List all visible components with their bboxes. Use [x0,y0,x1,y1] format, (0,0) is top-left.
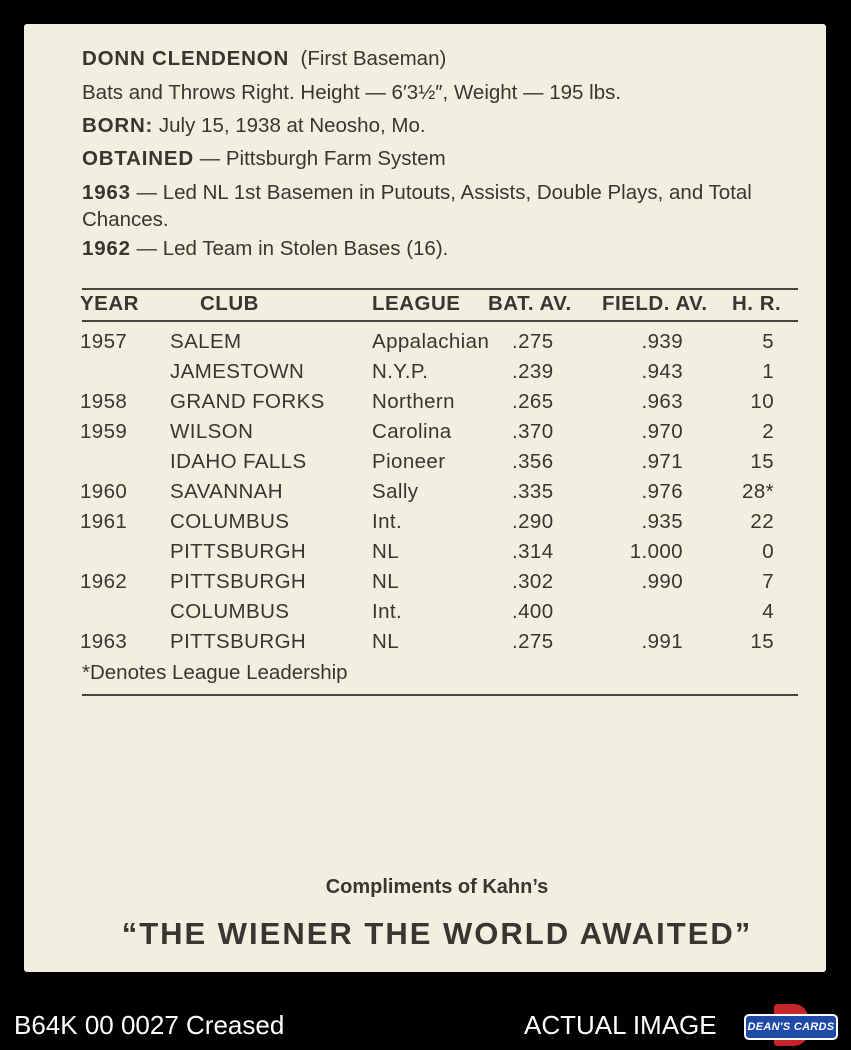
cell-hr: 15 [750,630,774,653]
header-league: LEAGUE [372,292,461,315]
cell-field: .990 [641,570,683,593]
born-label: BORN: [82,114,154,137]
cell-bat: .370 [512,420,554,443]
cell-field: .963 [641,390,683,413]
cell-league: Int. [372,600,403,623]
cell-club: COLUMBUS [170,600,290,623]
cell-field: .971 [641,450,683,473]
table-row [24,570,826,600]
deans-cards-logo [744,1004,838,1046]
cell-year: 1961 [80,510,128,533]
cell-bat: .400 [512,600,554,623]
bats-line: Bats and Throws Right. Height — 6′3½″, Weight — 195 lbs. [82,81,622,104]
header-field: FIELD. AV. [602,292,708,315]
cell-hr: 22 [750,510,774,533]
cell-club: SAVANNAH [170,480,283,503]
table-row [24,330,826,360]
note-1962 [82,236,448,263]
obtained-label: OBTAINED [82,147,194,170]
cell-club: JAMESTOWN [170,360,305,383]
footnote: *Denotes League Leadership [82,661,348,684]
cell-field: 1.000 [629,540,683,563]
cell-year: 1959 [80,420,128,443]
note-1962-year: 1962 [82,237,131,260]
cell-bat: .335 [512,480,554,503]
obtained-value: — Pittsburgh Farm System [199,147,446,170]
cell-league: Int. [372,510,403,533]
cell-bat: .356 [512,450,554,473]
cell-bat: .275 [512,330,554,353]
table-bottom-rule [82,694,798,696]
cell-field: .935 [641,510,683,533]
player-position: (First Baseman) [300,47,447,70]
item-code: B64K 00 0027 Creased [14,1010,285,1040]
born-line [82,113,426,140]
cell-club: PITTSBURGH [170,630,307,653]
cell-hr: 5 [762,330,774,353]
cell-club: PITTSBURGH [170,570,307,593]
cell-club: COLUMBUS [170,510,290,533]
cell-year: 1963 [80,630,128,653]
cell-year: 1962 [80,570,128,593]
cell-bat: .314 [512,540,554,563]
table-row [24,360,826,390]
header-club: CLUB [200,292,259,315]
cell-club: WILSON [170,420,254,443]
cell-league: Carolina [372,420,452,443]
cell-hr: 2 [762,420,774,443]
table-row [24,510,826,540]
cell-club: PITTSBURGH [170,540,307,563]
slogan: “THE WIENER THE WORLD AWAITED” [121,916,753,951]
cell-bat: .275 [512,630,554,653]
cell-hr: 1 [762,360,774,383]
table-row [24,540,826,570]
cell-hr: 28* [742,480,774,503]
table-header-rule [82,320,798,322]
cell-field: .939 [641,330,683,353]
cell-hr: 0 [762,540,774,563]
cell-club: IDAHO FALLS [170,450,307,473]
actual-image-label: ACTUAL IMAGE [524,1010,717,1040]
table-row [24,390,826,420]
header-hr: H. R. [732,292,782,315]
cell-bat: .239 [512,360,554,383]
table-row [24,630,826,660]
cell-league: NL [372,540,400,563]
table-top-rule [82,288,798,290]
cell-league: Sally [372,480,419,503]
note-1963 [82,180,798,233]
cell-field: .970 [641,420,683,443]
note-1963-year: 1963 [82,181,131,204]
table-row [24,420,826,450]
note-1962-text: — Led Team in Stolen Bases (16). [136,237,449,260]
cell-field: .976 [641,480,683,503]
cell-field: .943 [641,360,683,383]
table-row [24,600,826,630]
cell-league: N.Y.P. [372,360,429,383]
cell-league: Northern [372,390,455,413]
header-year: YEAR [80,292,139,315]
cell-year: 1958 [80,390,128,413]
compliments-line: Compliments of Kahn’s [325,876,549,898]
table-row [24,480,826,510]
cell-hr: 15 [750,450,774,473]
cell-club: SALEM [170,330,242,353]
cell-league: NL [372,630,400,653]
cell-hr: 10 [750,390,774,413]
cell-hr: 4 [762,600,774,623]
cell-league: NL [372,570,400,593]
player-name-line [82,46,446,73]
cell-year: 1960 [80,480,128,503]
header-bat: BAT. AV. [488,292,572,315]
player-name: DONN CLENDENON [82,47,290,70]
note-1963-text: — Led NL 1st Basemen in Putouts, Assists, Double Plays, and Total Chances. [82,181,752,231]
logo-text: DEAN'S CARDS [744,1014,838,1040]
cell-league: Pioneer [372,450,446,473]
cell-league: Appalachian [372,330,490,353]
cell-bat: .290 [512,510,554,533]
cell-club: GRAND FORKS [170,390,325,413]
cell-hr: 7 [762,570,774,593]
card-back [24,24,826,972]
table-row [24,450,826,480]
born-value: July 15, 1938 at Neosho, Mo. [158,114,426,137]
cell-bat: .302 [512,570,554,593]
obtained-line [82,146,446,173]
cell-field: .991 [641,630,683,653]
cell-bat: .265 [512,390,554,413]
cell-year: 1957 [80,330,128,353]
